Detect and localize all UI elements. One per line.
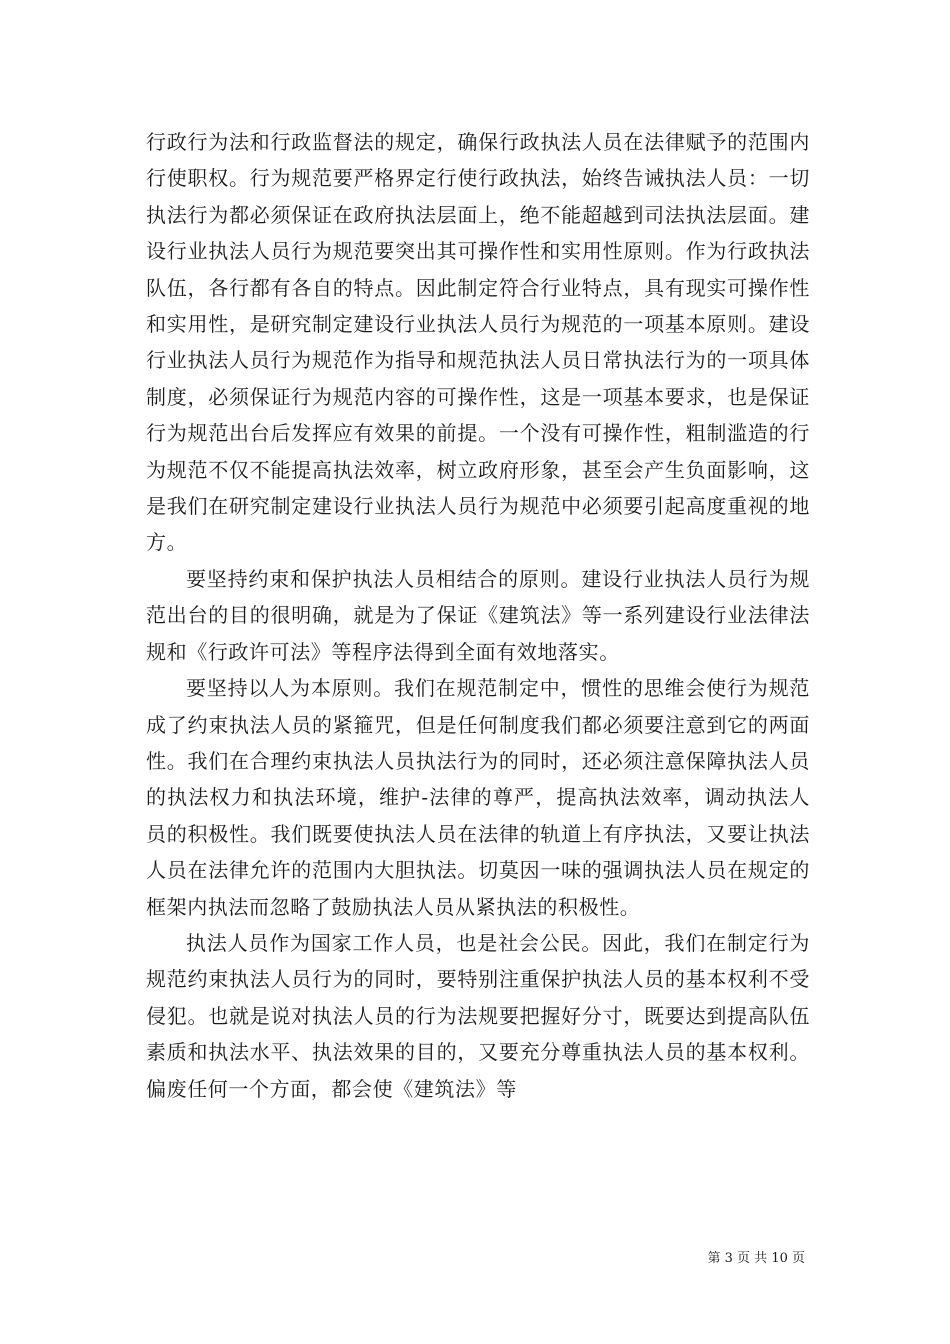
body-text bbox=[146, 124, 810, 1107]
paragraph-1: 行政行为法和行政监督法的规定，确保行政执法人员在法律赋予的范围内行使职权。行为规范要严格界定行使行政执法，始终告诫执法人员：一切执法行为都必须保证在政府执法层面上，绝不能超越到司法执法层面。建设行业执法人员行为规范要突出其可操作性和实用性原则。作为行政执法队伍，各行都有各自的特点。因此制定符合行业特点，具有现实可操作性和实用性，是研究制定建设行业执法人员行为规范的一项基本原则。建设行业执法人员行为规范作为指导和规范执法人员日常执法行为的一项具体制度，必须保证行为规范内容的可操作性，这是一项基本要求，也是保证行为规范出台后发挥应有效果的前提。一个没有可操作性，粗制滥造的行为规范不仅不能提高执法效率，树立政府形象，甚至会产生负面影响，这是我们在研究制定建设行业执法人员行为规范中必须要引起高度重视的地方。 bbox=[146, 130, 810, 555]
paragraph-4: 执法人员作为国家工作人员，也是社会公民。因此，我们在制定行为规范约束执法人员行为的同时，要特别注重保护执法人员的基本权利不受侵犯。也就是说对执法人员的行为法规要把握好分寸，既要达到提高队伍素质和执法水平、执法效果的目的，又要充分尊重执法人员的基本权利。偏废任何一个方面，都会使《建筑法》等 bbox=[146, 930, 810, 1101]
page-number-footer: 第 3 页 共 10 页 bbox=[707, 1251, 805, 1266]
paragraph-3: 要坚持以人为本原则。我们在规范制定中，惯性的思维会使行为规范成了约束执法人员的紧箍咒，但是任何制度我们都必须要注意到它的两面性。我们在合理约束执法人员执法行为的同时，还必须注意保障执法人员的执法权力和执法环境，维护-法律的尊严，提高执法效率，调动执法人员的积极性。我们既要使执法人员在法律的轨道上有序执法，又要让执法人员在法律允许的范围内大胆执法。切莫因一味的强调执法人员在规定的框架内执法而忽略了鼓励执法人员从紧执法的积极性。 bbox=[146, 676, 810, 919]
paragraph-2: 要坚持约束和保护执法人员相结合的原则。建设行业执法人员行为规范出台的目的很明确，就是为了保证《建筑法》等一系列建设行业法律法规和《行政许可法》等程序法得到全面有效地落实。 bbox=[146, 566, 810, 664]
